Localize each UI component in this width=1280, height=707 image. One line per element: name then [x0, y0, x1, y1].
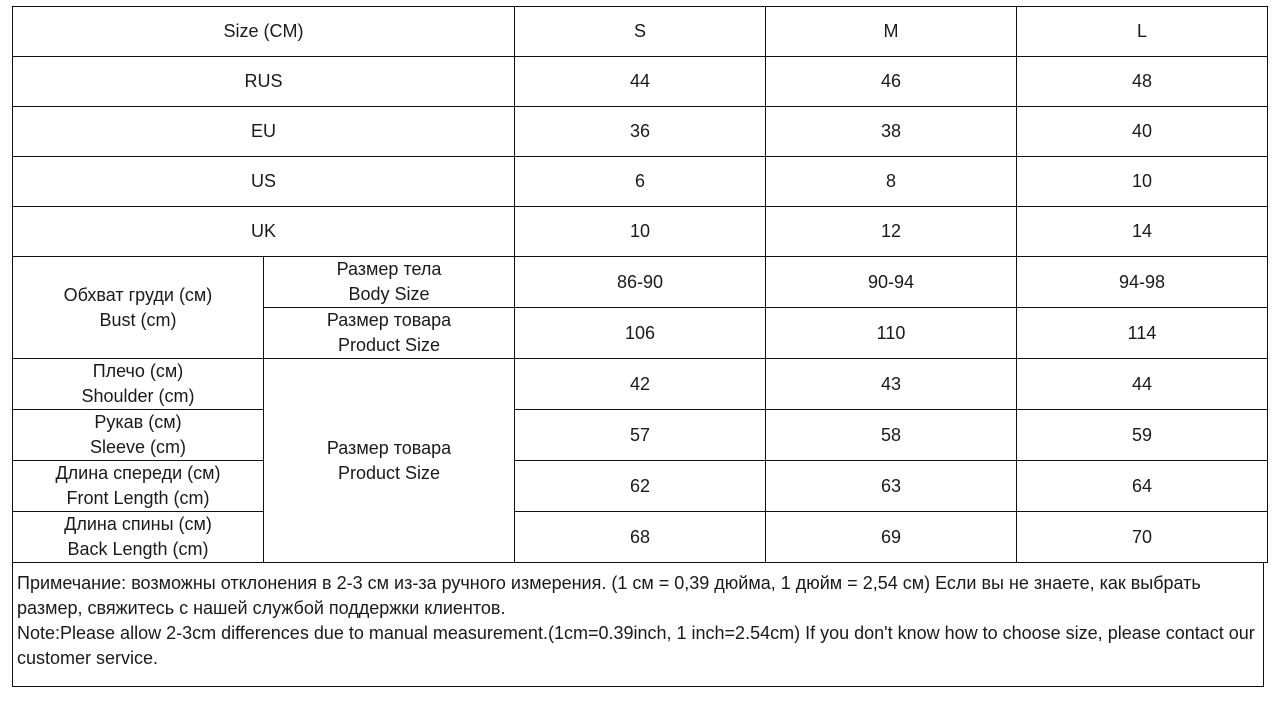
cell-value: 6: [515, 157, 766, 207]
header-row: [13, 7, 1268, 57]
cell-value: 12: [766, 207, 1017, 257]
table-row: [13, 512, 1268, 563]
row-label-rus: RUS: [13, 57, 515, 107]
row-label-eu: EU: [13, 107, 515, 157]
row-label-uk: UK: [13, 207, 515, 257]
back-length-label: [13, 512, 264, 563]
bust-label-en: Bust (cm): [99, 309, 177, 330]
body-size-label-en: Body Size: [348, 284, 430, 304]
cell-value: 63: [766, 461, 1017, 512]
shoulder-label-ru: Плечо (см): [92, 361, 184, 381]
cell-value: 48: [1017, 57, 1268, 107]
sleeve-label: [13, 410, 264, 461]
cell-value: 57: [515, 410, 766, 461]
cell-value: 106: [515, 308, 766, 359]
cell-value: 90-94: [766, 257, 1017, 308]
product-group-label-en: Product Size: [337, 462, 441, 483]
back-length-label-ru: Длина спины (см): [64, 514, 212, 534]
table-row: [13, 410, 1268, 461]
header-size-m: M: [766, 7, 1017, 57]
table-row: [13, 257, 1268, 308]
shoulder-label: [13, 359, 264, 410]
table-row: [13, 359, 1268, 410]
row-label-us: US: [13, 157, 515, 207]
cell-value: 10: [515, 207, 766, 257]
note-en: Note:Please allow 2-3cm differences due to manual measurement.(1cm=0.39inch, 1 inch=2.54cm) If you don't know how to choose size, please contact our customer service.: [17, 623, 1255, 668]
shoulder-label-en: Shoulder (cm): [81, 386, 195, 406]
front-length-label-en: Front Length (cm): [66, 488, 210, 508]
header-size-s: S: [515, 7, 766, 57]
cell-value: 42: [515, 359, 766, 410]
cell-value: 46: [766, 57, 1017, 107]
cell-value: 40: [1017, 107, 1268, 157]
measurement-note: [12, 563, 1264, 687]
sleeve-label-en: Sleeve (cm): [89, 437, 187, 457]
product-size-label: [264, 308, 515, 359]
cell-value: 62: [515, 461, 766, 512]
cell-value: 8: [766, 157, 1017, 207]
bust-label-ru: Обхват груди (см): [63, 284, 213, 305]
product-group-label: [264, 359, 515, 563]
table-row: [13, 57, 1268, 107]
front-length-label: [13, 461, 264, 512]
cell-value: 110: [766, 308, 1017, 359]
product-size-label-ru: Размер товара: [326, 310, 452, 330]
cell-value: 10: [1017, 157, 1268, 207]
cell-value: 58: [766, 410, 1017, 461]
cell-value: 64: [1017, 461, 1268, 512]
cell-value: 36: [515, 107, 766, 157]
bust-label: [13, 257, 264, 359]
cell-value: 70: [1017, 512, 1268, 563]
front-length-label-ru: Длина спереди (см): [55, 463, 221, 483]
body-size-label: [264, 257, 515, 308]
product-size-label-en: Product Size: [337, 335, 441, 355]
cell-value: 38: [766, 107, 1017, 157]
cell-value: 14: [1017, 207, 1268, 257]
cell-value: 44: [1017, 359, 1268, 410]
product-group-label-ru: Размер товара: [326, 437, 452, 458]
table-row: [13, 207, 1268, 257]
cell-value: 69: [766, 512, 1017, 563]
table-row: [13, 107, 1268, 157]
cell-value: 114: [1017, 308, 1268, 359]
table-row: [13, 461, 1268, 512]
cell-value: 59: [1017, 410, 1268, 461]
note-ru: Примечание: возможны отклонения в 2-3 см из-за ручного измерения. (1 см = 0,39 дюйма, 1 дюйм = 2,54 см) Если вы не знаете, как выбрать размер, свяжитесь с нашей службой поддержки клиентов.: [17, 573, 1201, 618]
body-size-label-ru: Размер тела: [336, 259, 442, 279]
cell-value: 44: [515, 57, 766, 107]
cell-value: 94-98: [1017, 257, 1268, 308]
header-size-label: Size (CM): [13, 7, 515, 57]
cell-value: 68: [515, 512, 766, 563]
back-length-label-en: Back Length (cm): [67, 539, 209, 559]
size-table: [12, 6, 1268, 563]
sleeve-label-ru: Рукав (см): [94, 412, 182, 432]
table-row: [13, 157, 1268, 207]
header-size-l: L: [1017, 7, 1268, 57]
cell-value: 43: [766, 359, 1017, 410]
size-chart: [12, 6, 1267, 687]
cell-value: 86-90: [515, 257, 766, 308]
